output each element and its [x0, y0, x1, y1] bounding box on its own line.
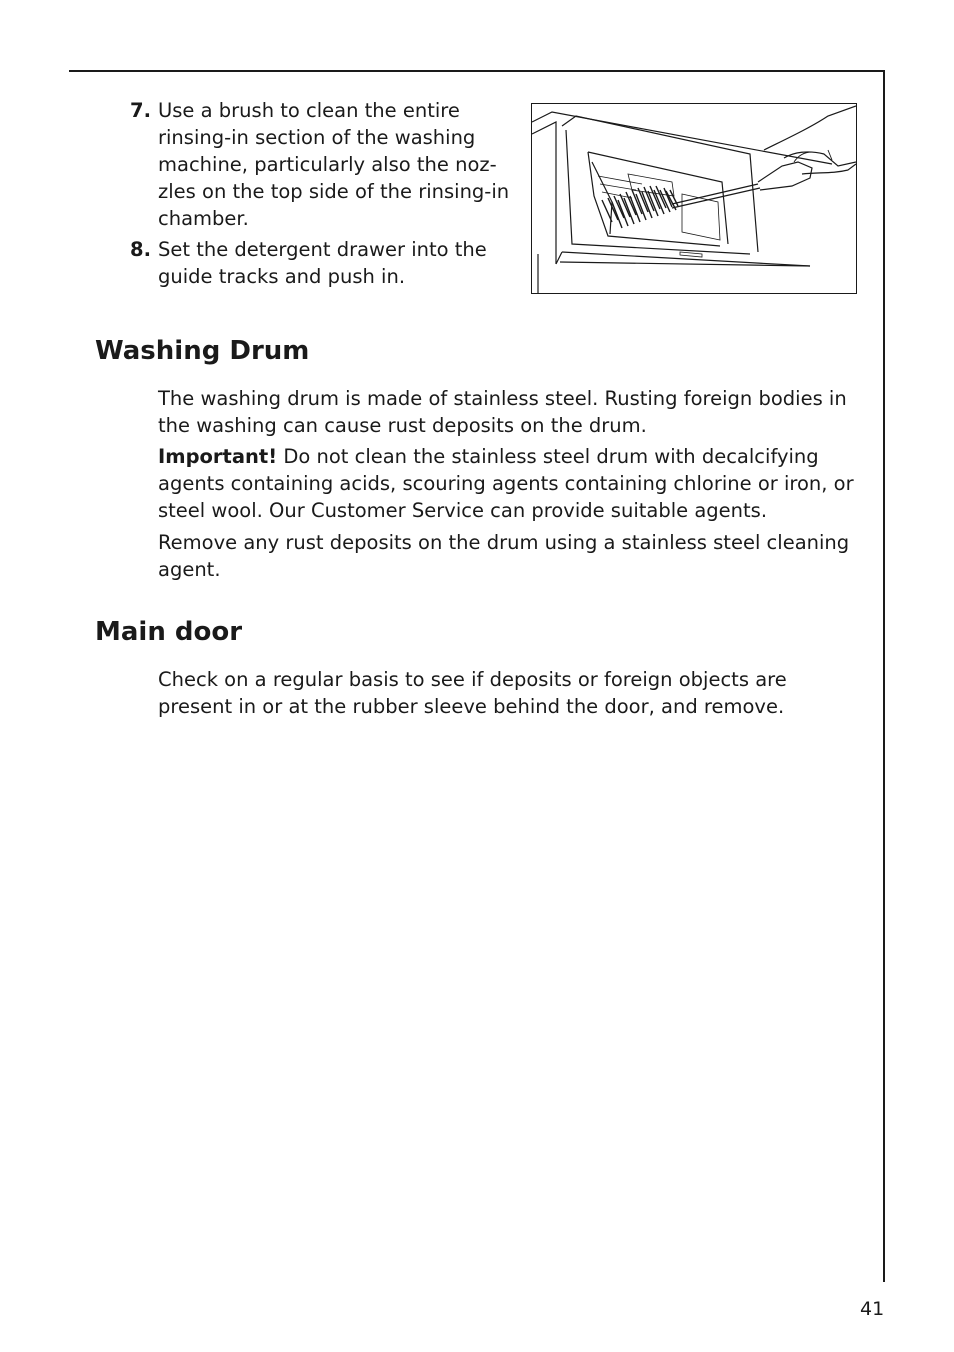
right-margin-rule	[883, 70, 885, 1282]
brush-cleaning-detergent-drawer-illustration	[532, 104, 856, 293]
brush-cleaning-illustration	[531, 103, 857, 294]
step-text: Use a brush to clean the entire rinsing-in section of the washing machine, particularly also the noz-zles on the top side of the rinsing-in chamber.	[158, 99, 510, 230]
step-number: 7.	[130, 99, 151, 122]
main-door-paragraph: Check on a regular basis to see if deposits or foreign objects are present in or at the rubber sleeve behind the door, and remove.	[158, 668, 787, 718]
washing-drum-paragraph: The washing drum is made of stainless steel. Rusting foreign bodies in the washing can cause rust deposits on the drum.	[158, 387, 847, 437]
washing-drum-important-paragraph	[158, 443, 858, 524]
step-list	[130, 97, 510, 294]
step-item	[130, 97, 510, 232]
top-rule	[69, 70, 885, 72]
important-label: Important!	[158, 445, 278, 468]
step-text: Set the detergent drawer into the guide tracks and push in.	[158, 238, 487, 288]
washing-drum-heading: Washing Drum	[95, 336, 310, 366]
page-number: 41	[860, 1298, 885, 1320]
washing-drum-rust-paragraph: Remove any rust deposits on the drum using a stainless steel cleaning agent.	[158, 531, 850, 581]
main-door-heading: Main door	[95, 617, 243, 647]
step-number: 8.	[130, 238, 151, 261]
important-text: Do not clean the stainless steel drum with decalcifying agents containing acids, scouring agents containing chlorine or iron, or steel wool. Our Customer Service can provide suitable agents.	[158, 445, 854, 522]
step-item	[130, 236, 510, 290]
